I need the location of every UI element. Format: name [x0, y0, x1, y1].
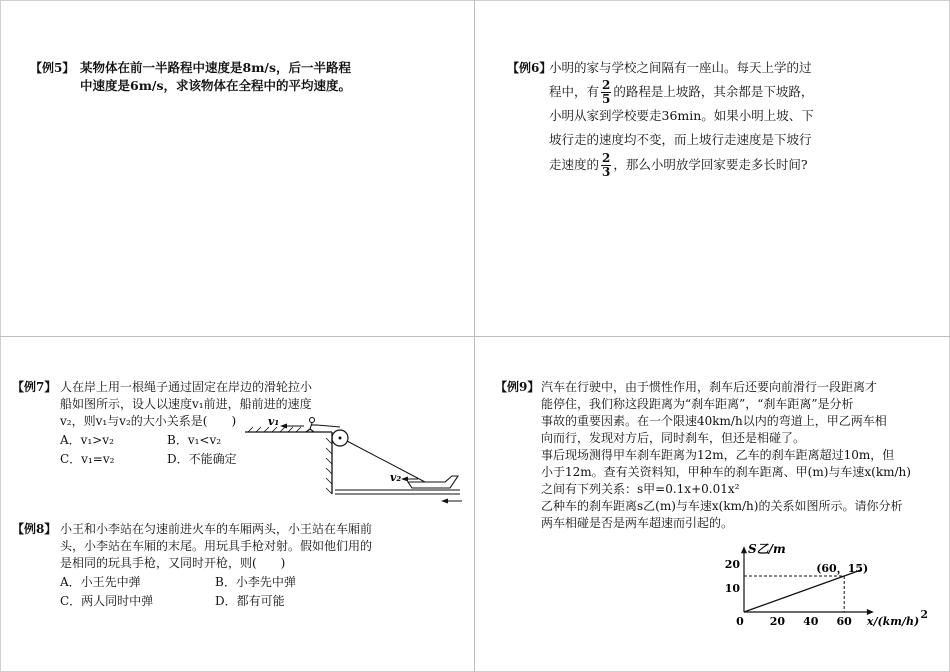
- example-8-option-b[interactable]: B．小李先中弹: [215, 575, 296, 589]
- fraction-numerator: 2: [602, 151, 611, 165]
- x-axis-label: x/(km/h): [866, 615, 920, 628]
- example-5-tag: 【例5】: [30, 61, 75, 75]
- example-9-tag: 【例9】: [495, 380, 540, 394]
- example-6-line-5-pre: 走速度的: [549, 157, 600, 172]
- fraction-numerator: 2: [602, 78, 611, 92]
- braking-distance-chart: [712, 522, 920, 630]
- y-axis-arrow: [741, 546, 747, 553]
- example-9-line-7: 之间有下列关系：s甲=0.1x+0.01x²: [541, 482, 740, 496]
- y-tick-label: 20: [724, 558, 740, 571]
- water-flow-arrow-head: [441, 499, 448, 504]
- example-7-option-a[interactable]: A．v₁>v₂: [60, 433, 114, 447]
- annotation-label: (60，15): [816, 562, 869, 575]
- fraction-denominator: 3: [602, 165, 611, 179]
- boat: [408, 476, 458, 488]
- y-axis-label: S乙/m: [748, 542, 786, 557]
- example-7-line-3: v₂，则v₁与v₂的大小关系是( ): [60, 414, 237, 428]
- rope-slanted: [347, 441, 425, 482]
- rope-horizontal: [317, 425, 340, 427]
- example-5-line-1: 某物体在前一半路程中速度是8m/s，后一半路程: [80, 60, 352, 75]
- v2-label: v₂: [390, 471, 402, 484]
- v1-arrow-head: [280, 424, 287, 429]
- example-8-tag: 【例8】: [12, 522, 57, 536]
- example-6-line-5-post: ，那么小明放学回家要走多长时间?: [613, 157, 808, 172]
- example-5-line-2: 中速度是6m/s，求该物体在全程中的平均速度。: [80, 78, 352, 93]
- fraction-2-3: [601, 152, 611, 179]
- example-7-option-b[interactable]: B．v₁<v₂: [167, 433, 222, 447]
- example-8-option-c[interactable]: C．两人同时中弹: [60, 594, 154, 608]
- example-6-line-2: [549, 77, 813, 107]
- example-8-line-3: 是相同的玩具手枪，又同时开枪，则( ): [60, 556, 286, 570]
- x-tick-label: 20: [769, 615, 786, 628]
- x-tick-label: 40: [803, 615, 819, 628]
- example-7-line-1: 人在岸上用一根绳子通过固定在岸边的滑轮拉小: [60, 380, 313, 394]
- y-tick-label: 10: [724, 582, 740, 595]
- fraction-2-5: [601, 79, 611, 106]
- example-9-line-6: 小于12m。查有关资料知，甲种车的刹车距离、甲(m)与车速x(km/h): [541, 465, 911, 479]
- example-6-line-2-post: 的路程是上坡路，其余都是下坡路，: [613, 84, 814, 99]
- pulley-axle: [339, 437, 342, 440]
- example-6-line-2-pre: 程中，有: [549, 84, 600, 99]
- horizontal-divider: [0, 336, 950, 337]
- example-8-option-d[interactable]: D．都有可能: [215, 594, 285, 608]
- pulley-boat-figure: [240, 410, 468, 510]
- example-9-line-9: 两车相碰是否是两车超速而引起的。: [541, 516, 734, 530]
- person-figure: [306, 418, 317, 433]
- example-9-line-3: 事故的重要因素。在一个限速40km/h以内的弯道上，甲乙两车相: [541, 414, 887, 428]
- example-8-line-1: 小王和小李站在匀速前进火车的车厢两头，小王站在车厢前: [60, 522, 373, 536]
- example-7-option-c[interactable]: C．v₁=v₂: [60, 452, 115, 466]
- x-tick-label: 0: [736, 615, 744, 628]
- v2-arrow-head: [401, 477, 408, 482]
- example-6-line-3: 小明从家到学校要走36min。如果小明上坡、下: [549, 108, 814, 123]
- wall-hatching: [326, 438, 332, 494]
- v1-label: v₁: [268, 415, 280, 428]
- example-9-line-5: 事后现场测得甲车刹车距离为12m，乙车的刹车距离超过10m，但: [541, 448, 895, 462]
- page-number: 2: [920, 608, 928, 621]
- example-6-line-1: 小明的家与学校之间隔有一座山。每天上学的过: [549, 60, 812, 75]
- example-6-line-5: [549, 150, 808, 180]
- example-7-tag: 【例7】: [12, 380, 57, 394]
- example-8-option-a[interactable]: A．小王先中弹: [60, 575, 141, 589]
- example-9-line-4: 向而行，发现对方后，同时刹车，但还是相碰了。: [541, 431, 806, 445]
- example-9-line-1: 汽车在行驶中，由于惯性作用，刹车后还要向前滑行一段距离才: [541, 380, 878, 394]
- example-7-line-2: 船如图所示，设人以速度v₁前进，船前进的速度: [60, 397, 312, 411]
- x-tick-label: 60: [836, 615, 852, 628]
- example-6-tag: 【例6】: [507, 61, 552, 75]
- fraction-denominator: 5: [602, 92, 611, 106]
- example-9-line-2: 能停住，我们称这段距离为“刹车距离”，“刹车距离”是分析: [541, 397, 854, 411]
- example-7-option-d[interactable]: D．不能确定: [167, 452, 237, 466]
- example-6-line-4: 坡行走的速度均不变，而上坡行走速度是下坡行: [549, 132, 812, 147]
- example-8-line-2: 头，小李站在车厢的末尾。用玩具手枪对射。假如他们用的: [60, 539, 373, 553]
- example-9-line-8: 乙种车的刹车距离s乙(m)与车速x(km/h)的关系如图所示。请你分析: [541, 499, 903, 513]
